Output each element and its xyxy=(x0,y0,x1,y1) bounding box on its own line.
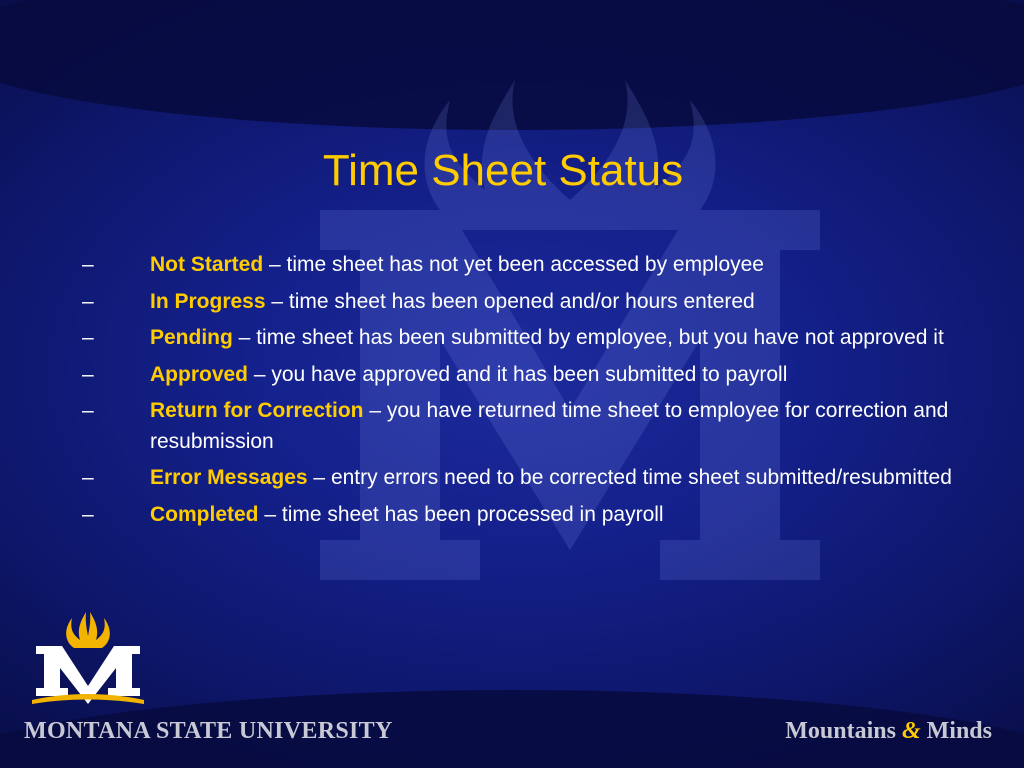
status-description: – you have approved and it has been submitted to payroll xyxy=(248,362,788,386)
status-list xyxy=(82,250,982,536)
list-item xyxy=(82,360,982,391)
msu-logo-icon xyxy=(28,612,148,708)
status-term: Error Messages xyxy=(150,466,308,489)
bullet-dash: – xyxy=(82,326,94,349)
bullet-dash: – xyxy=(82,399,94,422)
tagline-end: Minds xyxy=(926,718,992,744)
bullet-dash: – xyxy=(82,289,94,313)
bullet-dash: – xyxy=(82,466,94,489)
status-description: – time sheet has been opened and/or hours entered xyxy=(265,289,755,313)
bullet-dash: – xyxy=(82,253,94,276)
status-term: Return for Correction xyxy=(150,399,364,422)
list-item xyxy=(82,323,982,354)
status-description: – entry errors need to be corrected time sheet submitted/resubmitted xyxy=(307,466,952,489)
list-item xyxy=(82,500,982,531)
status-term: Completed xyxy=(150,502,259,526)
status-description: – time sheet has been submitted by employee, but you have not approved it xyxy=(232,326,944,349)
status-description: – time sheet has been processed in payroll xyxy=(258,502,664,526)
slide-title: Time Sheet Status xyxy=(322,146,684,195)
list-item xyxy=(82,396,982,457)
status-term: Pending xyxy=(150,326,233,349)
status-term: Approved xyxy=(150,362,249,386)
status-term: Not Started xyxy=(150,253,264,276)
status-description: – time sheet has not yet been accessed by employee xyxy=(263,253,764,276)
list-item xyxy=(82,463,982,494)
bullet-dash: – xyxy=(82,502,94,526)
list-item xyxy=(82,287,982,318)
university-name: MONTANA STATE UNIVERSITY xyxy=(24,718,393,744)
university-tagline xyxy=(785,718,992,745)
tagline-start: Mountains xyxy=(785,718,896,744)
status-term: In Progress xyxy=(150,289,266,313)
tagline-ampersand: & xyxy=(901,718,921,744)
status-description: – you have returned time sheet to employee for correction and resubmission xyxy=(150,399,949,453)
bullet-dash: – xyxy=(82,362,94,386)
list-item xyxy=(82,250,982,281)
